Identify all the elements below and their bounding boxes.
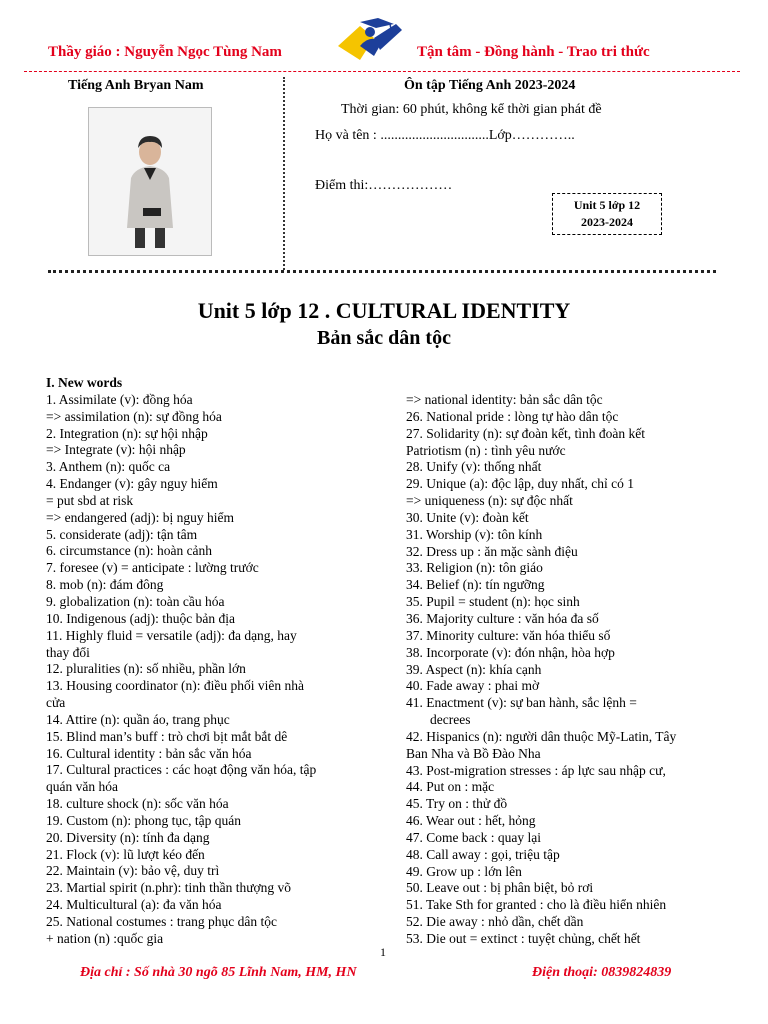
section-heading: I. New words xyxy=(46,375,123,390)
vocab-item: 7. foresee (v) = anticipate : lường trước xyxy=(46,560,259,576)
time-info: Thời gian: 60 phút, không kể thời gian phát đề xyxy=(341,102,602,117)
vocab-item: 46. Wear out : hết, hỏng xyxy=(406,813,536,829)
vocab-item: 29. Unique (a): độc lập, duy nhất, chỉ có 1 xyxy=(406,476,634,492)
vocab-item: decrees xyxy=(430,712,471,728)
footer-phone: Điện thoại: 0839824839 xyxy=(532,965,672,980)
vocab-item: 6. circumstance (n): hoàn cảnh xyxy=(46,543,213,559)
header-divider xyxy=(24,71,740,72)
vocab-item: 13. Housing coordinator (n): điều phối viên nhà xyxy=(46,678,304,694)
vocab-item: 24. Multicultural (a): đa văn hóa xyxy=(46,897,222,913)
vocab-item: 50. Leave out : bị phân biệt, bỏ rơi xyxy=(406,880,594,896)
vocab-item: 28. Unify (v): thống nhất xyxy=(406,459,542,475)
vocab-item: 38. Incorporate (v): đón nhận, hòa hợp xyxy=(406,644,615,660)
vocab-item: 36. Majority culture : văn hóa đa số xyxy=(406,610,599,626)
unit-box-line: Unit 5 lớp 12 xyxy=(573,198,641,212)
vocab-item: 42. Hispanics (n): người dân thuộc Mỹ-Latin, Tây xyxy=(406,728,677,744)
vocab-item: 5. considerate (adj): tận tâm xyxy=(46,526,198,542)
vocab-item: + nation (n) :quốc gia xyxy=(46,930,164,946)
page-subtitle: Bản sắc dân tộc xyxy=(317,327,451,349)
vocab-item: 11. Highly fluid = versatile (adj): đa dạng, hay xyxy=(46,627,297,643)
vocab-item: 22. Maintain (v): bảo vệ, duy trì xyxy=(46,863,220,879)
vocab-item: 15. Blind man’s buff : trò chơi bịt mắt bắt dê xyxy=(46,728,288,744)
vocab-item: 27. Solidarity (n): sự đoàn kết, tình đoàn kết xyxy=(406,425,646,441)
vocab-item: 21. Flock (v): lũ lượt kéo đến xyxy=(46,846,205,862)
vocab-item: 16. Cultural identity : bản sắc văn hóa xyxy=(46,745,252,761)
vocab-item: 9. globalization (n): toàn cầu hóa xyxy=(46,593,225,609)
vocab-item: 53. Die out = extinct : tuyệt chủng, chết hết xyxy=(406,931,641,946)
vocab-item: 41. Enactment (v): sự ban hành, sắc lệnh = xyxy=(406,695,637,711)
vocab-item: 48. Call away : gọi, triệu tập xyxy=(406,846,560,862)
vocab-column-left xyxy=(46,375,366,948)
vocab-item: 34. Belief (n): tín ngưỡng xyxy=(406,577,545,593)
score-field: Điểm thi:……………… xyxy=(315,178,453,193)
vocab-item: 35. Pupil = student (n): học sinh xyxy=(406,594,580,610)
vocab-item: 44. Put on : mặc xyxy=(406,779,495,795)
vertical-divider xyxy=(283,77,285,270)
vocab-item: 30. Unite (v): đoàn kết xyxy=(406,509,529,525)
vocab-item: 8. mob (n): đám đông xyxy=(46,577,164,593)
vocab-item: 25. National costumes : trang phục dân tộc xyxy=(46,914,277,929)
page-number: 1 xyxy=(380,945,386,959)
name-class-field: Họ và tên : ...............................Lớp………….. xyxy=(315,128,575,143)
vocab-item: => assimilation (n): sự đồng hóa xyxy=(46,408,222,424)
review-title: Ôn tập Tiếng Anh 2023-2024 xyxy=(404,78,576,93)
vocab-item: 51. Take Sth for granted : cho là điều hiển nhiên xyxy=(406,897,667,913)
vocab-item: 43. Post-migration stresses : áp lực sau nhập cư, xyxy=(406,762,666,778)
vocab-item: 1. Assimilate (v): đồng hóa xyxy=(46,391,193,407)
vocab-item: 33. Religion (n): tôn giáo xyxy=(406,560,543,576)
vocab-item: 37. Minority culture: văn hóa thiểu số xyxy=(406,627,611,643)
vocab-item: 52. Die away : nhỏ dần, chết dần xyxy=(406,914,584,930)
vocab-item: 3. Anthem (n): quốc ca xyxy=(46,459,171,475)
vocab-item: 23. Martial spirit (n.phr): tinh thần thượng võ xyxy=(46,880,292,896)
brand-name: Tiếng Anh Bryan Nam xyxy=(68,78,204,93)
vocab-item: => Integrate (v): hội nhập xyxy=(46,442,186,458)
vocab-item: quán văn hóa xyxy=(46,779,118,795)
vocab-item: 47. Come back : quay lại xyxy=(406,829,541,845)
vocab-item: thay đổi xyxy=(46,644,90,660)
vocab-column-right xyxy=(406,392,736,948)
horizontal-divider xyxy=(48,270,716,273)
slogan: Tận tâm - Đồng hành - Trao tri thức xyxy=(417,44,650,60)
teacher-photo xyxy=(88,107,212,256)
vocab-item: => endangered (adj): bị nguy hiểm xyxy=(46,509,235,525)
vocab-item: cửa xyxy=(46,695,66,711)
vocab-item: 12. pluralities (n): số nhiều, phần lớn xyxy=(46,661,246,677)
vocab-item: 26. National pride : lòng tự hào dân tộc xyxy=(406,408,619,424)
vocab-item: 2. Integration (n): sự hội nhập xyxy=(46,425,208,441)
teacher-name: Thầy giáo : Nguyễn Ngọc Tùng Nam xyxy=(48,44,282,60)
vocab-item: 18. culture shock (n): sốc văn hóa xyxy=(46,796,229,812)
vocab-item: Patriotism (n) : tình yêu nước xyxy=(406,442,566,458)
person-icon xyxy=(89,108,211,255)
vocab-item: => national identity: bản sắc dân tộc xyxy=(406,392,603,407)
unit-box xyxy=(552,193,662,235)
vocab-item: 19. Custom (n): phong tục, tập quán xyxy=(46,812,241,828)
vocab-item: 17. Cultural practices : các hoạt động văn hóa, tập xyxy=(46,762,317,778)
vocab-item: 40. Fade away : phai mờ xyxy=(406,678,540,694)
vocab-item: 31. Worship (v): tôn kính xyxy=(406,526,543,542)
vocab-item: 4. Endanger (v): gây nguy hiểm xyxy=(46,476,218,492)
vocab-item: 20. Diversity (n): tính đa dạng xyxy=(46,829,210,845)
vocab-item: Ban Nha và Bồ Đào Nha xyxy=(406,745,541,761)
vocab-item: 49. Grow up : lớn lên xyxy=(406,863,522,879)
vocab-item: 32. Dress up : ăn mặc sành điệu xyxy=(406,543,578,559)
vocab-item: 10. Indigenous (adj): thuộc bản địa xyxy=(46,610,235,626)
vocab-item: 45. Try on : thử đồ xyxy=(406,796,508,812)
vocab-item: => uniqueness (n): sự độc nhất xyxy=(406,493,573,509)
vocab-item: 14. Attire (n): quần áo, trang phục xyxy=(46,711,230,727)
vocab-item: 39. Aspect (n): khía cạnh xyxy=(406,661,542,677)
page-title: Unit 5 lớp 12 . CULTURAL IDENTITY xyxy=(197,298,571,323)
school-logo-icon xyxy=(330,16,410,66)
unit-box-line: 2023-2024 xyxy=(581,215,633,229)
footer-address: Địa chỉ : Số nhà 30 ngõ 85 Lĩnh Nam, HM, HN xyxy=(80,965,357,980)
vocab-item: = put sbd at risk xyxy=(46,492,134,508)
